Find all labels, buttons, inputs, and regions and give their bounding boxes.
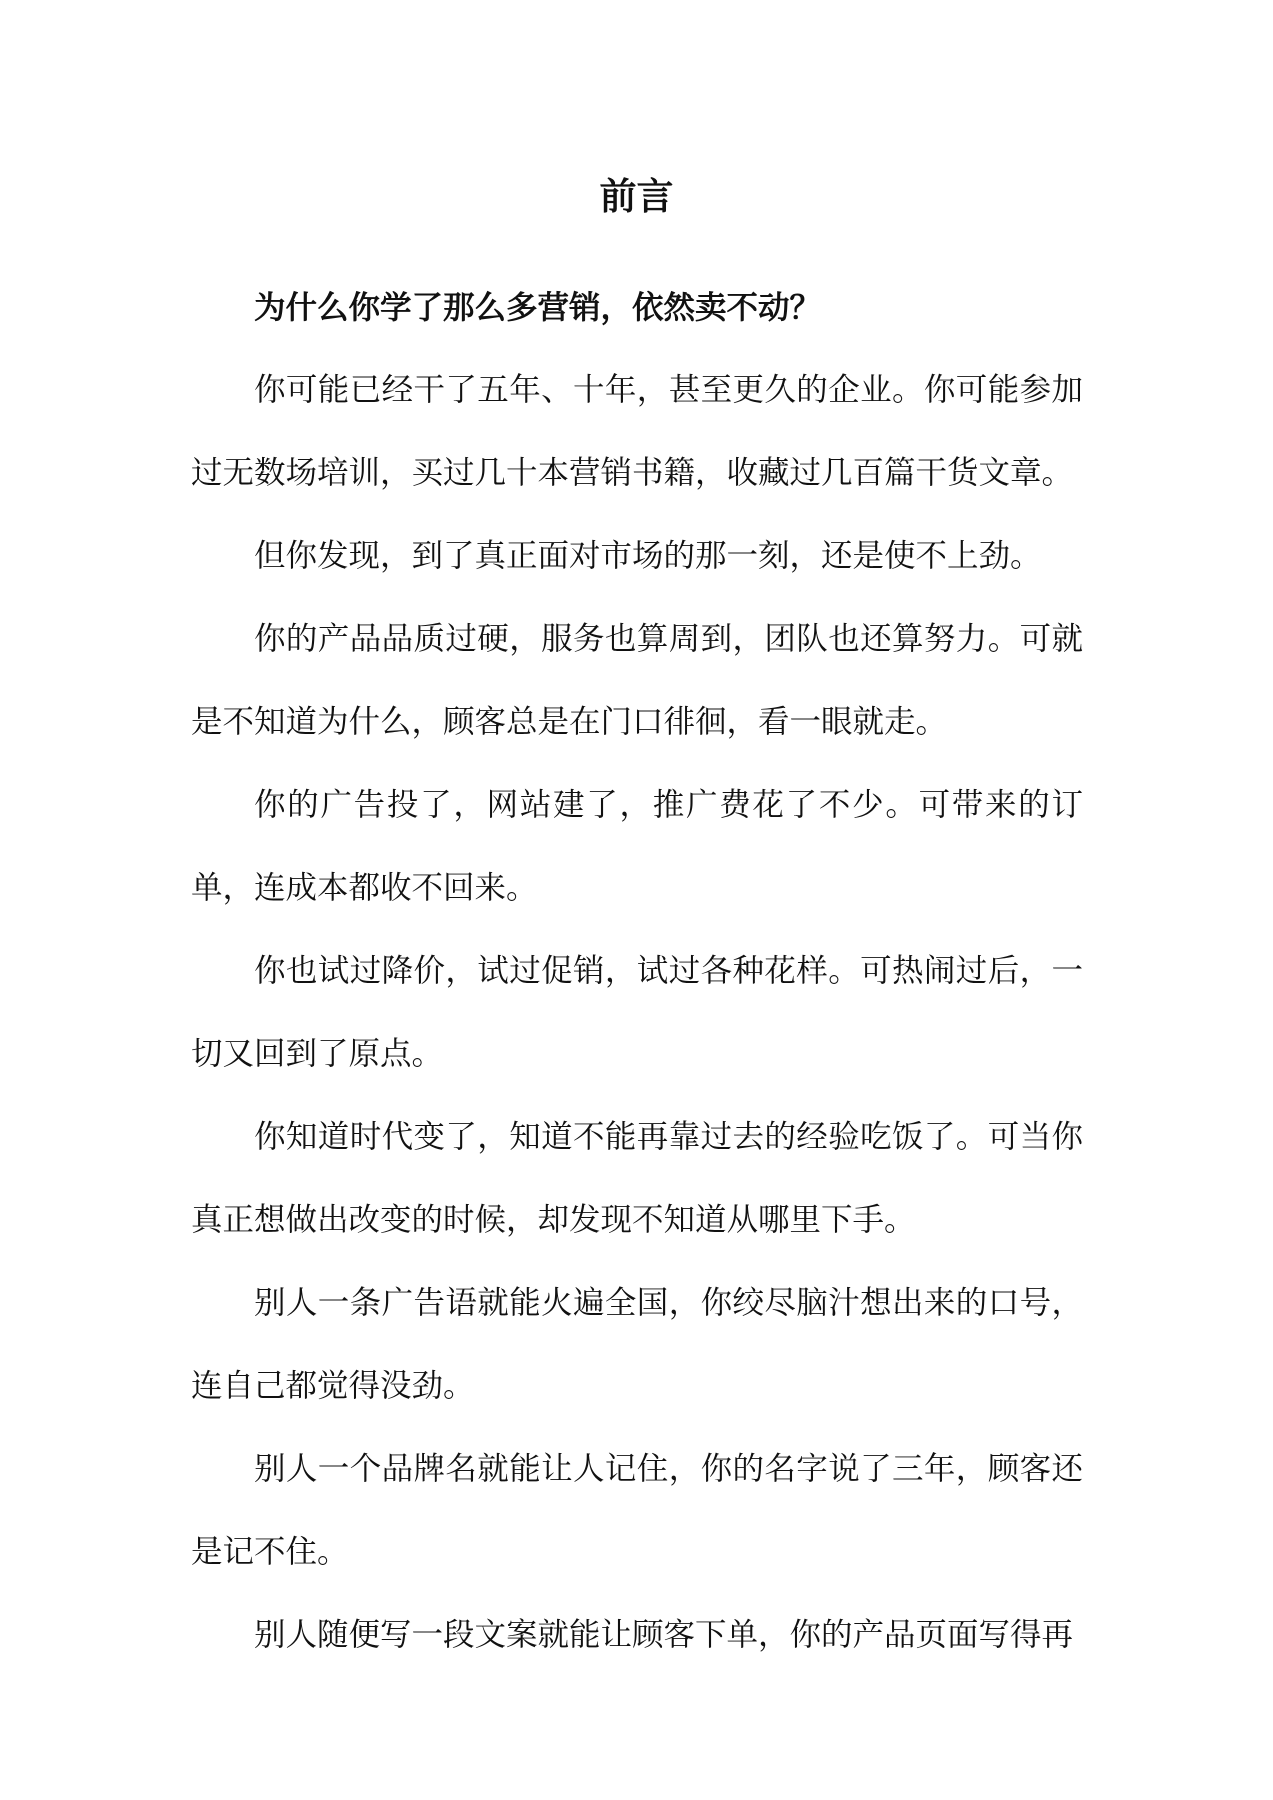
- paragraph: 你的产品品质过硬，服务也算周到，团队也还算努力。可就是不知道为什么，顾客总是在门口徘徊，看一眼就走。: [191, 621, 1083, 740]
- paragraph: 别人一个品牌名就能让人记住，你的名字说了三年，顾客还是记不住。: [191, 1451, 1083, 1570]
- section-subtitle: 为什么你学了那么多营销，依然卖不动？: [254, 289, 822, 326]
- body-text: [191, 266, 1083, 1677]
- page-title: 前言: [599, 174, 674, 218]
- paragraph: 别人随便写一段文案就能让顾客下单，你的产品页面写得再: [254, 1617, 1074, 1653]
- paragraph: 别人一条广告语就能火遍全国，你绞尽脑汁想出来的口号，连自己都觉得没劲。: [191, 1285, 1083, 1404]
- paragraph: 但你发现，到了真正面对市场的那一刻，还是使不上劲。: [254, 538, 1042, 574]
- paragraph: 你知道时代变了，知道不能再靠过去的经验吃饭了。可当你真正想做出改变的时候，却发现不知道从哪里下手。: [191, 1119, 1083, 1238]
- paragraph: 你可能已经干了五年、十年，甚至更久的企业。你可能参加过无数场培训，买过几十本营销书籍，收藏过几百篇干货文章。: [191, 372, 1083, 491]
- paragraph: 你的广告投了，网站建了，推广费花了不少。可带来的订单，连成本都收不回来。: [191, 787, 1083, 906]
- paragraph: 你也试过降价，试过促销，试过各种花样。可热闹过后，一切又回到了原点。: [191, 953, 1083, 1072]
